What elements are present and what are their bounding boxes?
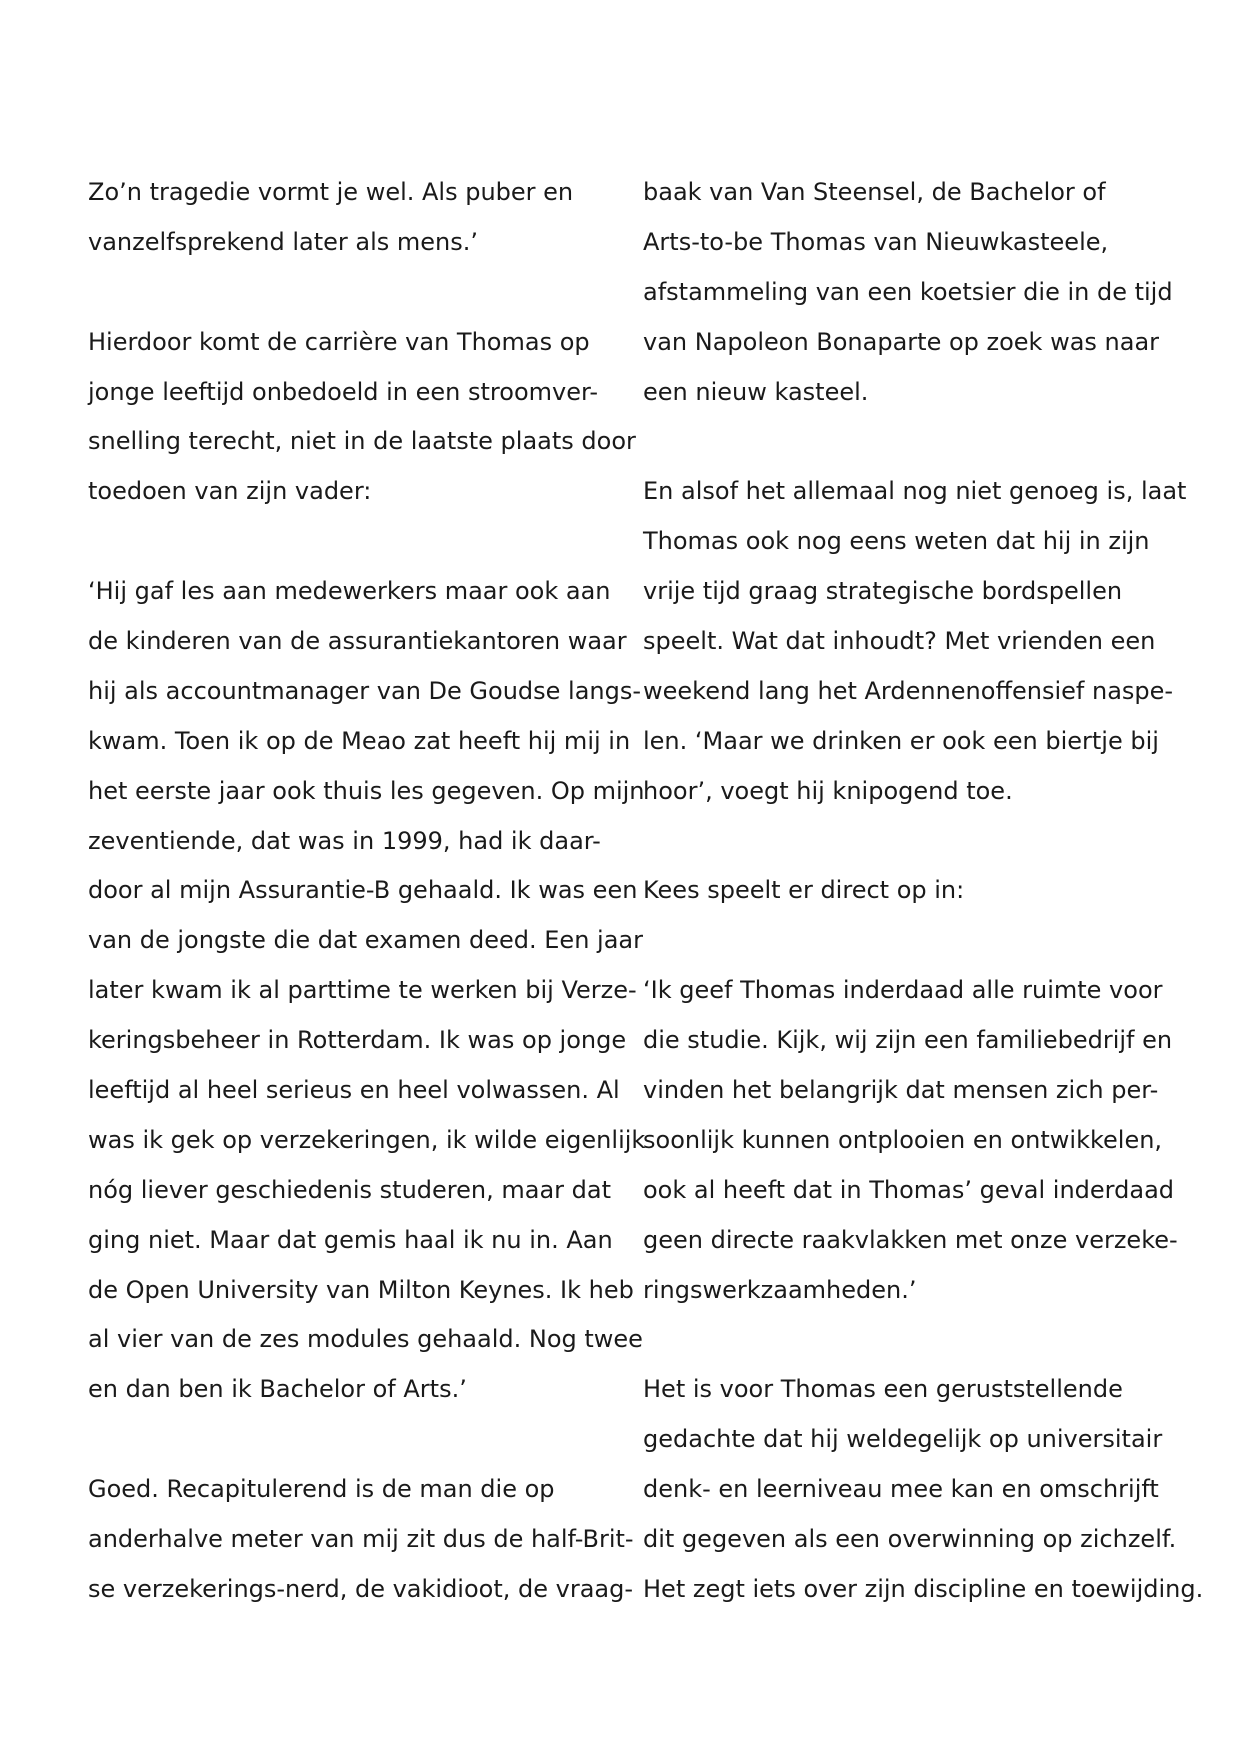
paragraph-spacer: [643, 1315, 1173, 1365]
paragraph: [643, 168, 1173, 417]
text-line: gedachte dat hij weldegelijk op universitair: [643, 1425, 1163, 1454]
text-line: kwam. Toen ik op de Meao zat heeft hij mij in: [88, 726, 631, 755]
paragraph-spacer: [88, 1415, 618, 1465]
paragraph-spacer: [643, 417, 1173, 467]
text-line: vanzelfsprekend later als mens.’: [88, 227, 478, 256]
text-line: van de jongste die dat examen deed. Een jaar: [88, 926, 643, 955]
right-text-column: [643, 168, 1204, 1615]
paragraph: [88, 168, 618, 268]
text-line: ‘Hij gaf les aan medewerkers maar ook aan: [88, 577, 611, 606]
text-line: al vier van de zes modules gehaald. Nog twee: [88, 1325, 643, 1354]
text-line: zeventiende, dat was in 1999, had ik daar-: [88, 826, 601, 855]
text-line: Thomas ook nog eens weten dat hij in zijn: [643, 527, 1150, 556]
paragraph-spacer: [643, 916, 1173, 966]
text-line: later kwam ik al parttime te werken bij Verze-: [88, 976, 637, 1005]
text-line: hoor’, voegt hij knipogend toe.: [643, 776, 1013, 805]
text-line: dit gegeven als een overwinning op zichzelf.: [643, 1525, 1177, 1554]
text-line: nóg liever geschiedenis studeren, maar dat: [88, 1175, 612, 1204]
text-line: Zo’n tragedie vormt je wel. Als puber en: [88, 178, 574, 206]
text-line: baak van Van Steensel, de Bachelor of: [643, 178, 1106, 206]
text-line: die studie. Kijk, wij zijn een familiebedrijf en: [643, 1026, 1173, 1055]
text-line: se verzekerings-nerd, de vakidioot, de vraag-: [88, 1574, 634, 1603]
text-line: Het zegt iets over zijn discipline en toewijding.: [643, 1574, 1204, 1603]
text-line: weekend lang het Ardennenoffensief naspe-: [643, 676, 1174, 705]
text-line: en dan ben ik Bachelor of Arts.’: [88, 1375, 467, 1404]
text-line: ook al heeft dat in Thomas’ geval inderdaad: [643, 1175, 1175, 1204]
text-line: Hierdoor komt de carrière van Thomas op: [88, 327, 590, 356]
text-line: Kees speelt er direct op in:: [643, 876, 965, 905]
text-line: En alsof het allemaal nog niet genoeg is, laat: [643, 477, 1187, 506]
paragraph-spacer: [88, 517, 618, 567]
text-line: anderhalve meter van mij zit dus de half-Brit-: [88, 1525, 634, 1554]
text-line: leeftijd al heel serieus en heel volwassen. Al: [88, 1076, 620, 1105]
text-line: vinden het belangrijk dat mensen zich per-: [643, 1076, 1159, 1105]
text-line: door al mijn Assurantie-B gehaald. Ik was een: [88, 876, 638, 905]
paragraph: [643, 866, 1173, 916]
text-line: het eerste jaar ook thuis les gegeven. Op mijn: [88, 776, 645, 805]
text-line: de kinderen van de assurantiekantoren waar: [88, 627, 627, 656]
paragraph: [88, 567, 646, 1415]
paragraph: [88, 1465, 634, 1615]
text-line: een nieuw kasteel.: [643, 377, 869, 406]
text-line: ging niet. Maar dat gemis haal ik nu in. Aan: [88, 1225, 613, 1254]
text-line: van Napoleon Bonaparte op zoek was naar: [643, 327, 1160, 356]
left-text-column: [88, 168, 646, 1615]
text-line: len. ‘Maar we drinken er ook een biertje bij: [643, 726, 1159, 755]
text-line: ringswerkzaamheden.’: [643, 1275, 917, 1304]
text-line: speelt. Wat dat inhoudt? Met vrienden een: [643, 627, 1156, 656]
text-line: ‘Ik geef Thomas inderdaad alle ruimte voor: [643, 976, 1163, 1005]
text-line: Arts-to-be Thomas van Nieuwkasteele,: [643, 227, 1109, 256]
paragraph: [643, 966, 1178, 1315]
paragraph: [643, 467, 1187, 816]
text-line: Goed. Recapitulerend is de man die op: [88, 1475, 555, 1504]
paragraph-spacer: [643, 817, 1173, 867]
text-line: geen directe raakvlakken met onze verzeke-: [643, 1225, 1178, 1254]
text-line: vrije tijd graag strategische bordspellen: [643, 577, 1123, 606]
text-line: de Open University van Milton Keynes. Ik heb: [88, 1275, 634, 1304]
text-line: keringsbeheer in Rotterdam. Ik was op jonge: [88, 1026, 627, 1055]
paragraph: [88, 318, 636, 518]
text-line: snelling terecht, niet in de laatste plaats door: [88, 427, 636, 456]
text-line: toedoen van zijn vader:: [88, 477, 372, 506]
text-line: Het is voor Thomas een geruststellende: [643, 1375, 1123, 1404]
paragraph: [643, 1365, 1204, 1614]
text-line: was ik gek op verzekeringen, ik wilde eigenlijk: [88, 1125, 646, 1154]
text-line: jonge leeftijd onbedoeld in een stroomver-: [88, 377, 598, 406]
paragraph-spacer: [88, 268, 618, 318]
text-line: denk- en leerniveau mee kan en omschrijft: [643, 1475, 1159, 1504]
text-line: hij als accountmanager van De Goudse langs-: [88, 676, 642, 705]
text-line: soonlijk kunnen ontplooien en ontwikkelen,: [643, 1125, 1163, 1154]
text-line: afstammeling van een koetsier die in de tijd: [643, 277, 1173, 306]
